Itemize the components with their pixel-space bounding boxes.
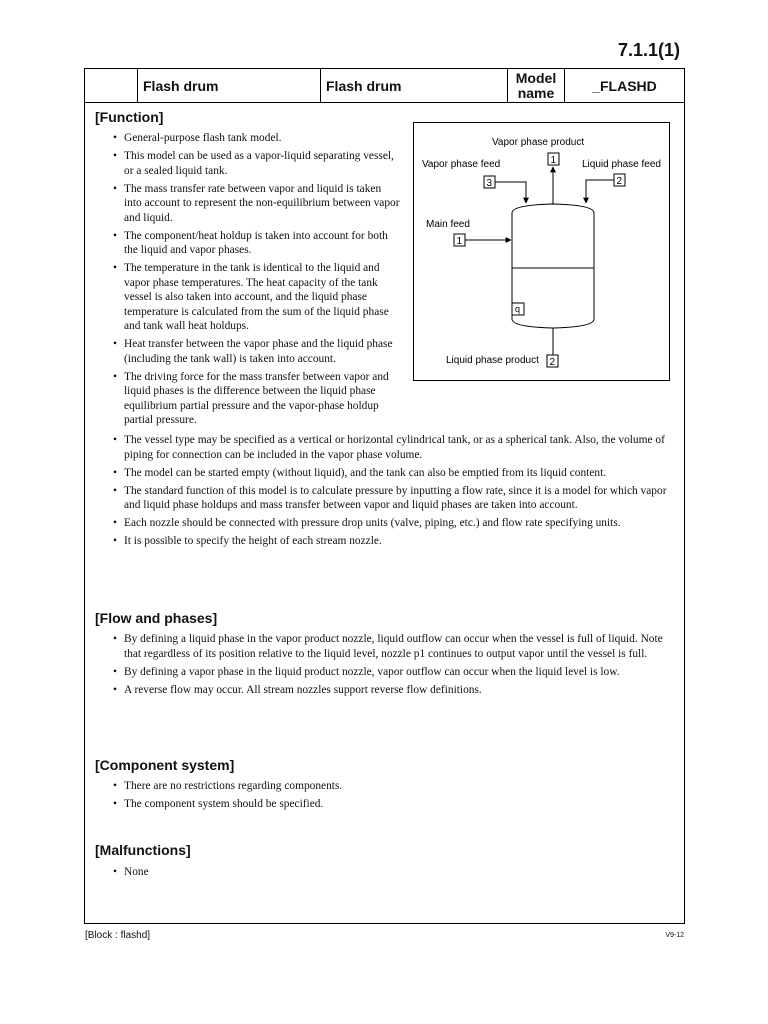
list-item: • The component system should be specified. (96, 797, 676, 812)
liquid-feed-label: Liquid phase feed (582, 159, 661, 170)
function-title: [Function] (95, 109, 164, 125)
list-item: • By defining a liquid phase in the vapor product nozzle, liquid outflow can occur when the vessel is full of liquid. Note that regardless of its position relative to the liquid level, nozzle p1 continues to output vapor until the vessel is full. (96, 632, 676, 661)
list-item: • By defining a vapor phase in the liquid product nozzle, vapor outflow can occur when the liquid level is low. (96, 665, 676, 680)
malfunctions-list (96, 865, 676, 883)
flash-drum-svg (414, 123, 669, 380)
liquid-product-label: Liquid phase product (446, 355, 539, 366)
header-table (84, 68, 685, 103)
malfunctions-title: [Malfunctions] (95, 842, 191, 858)
liquid-feed-id: 2 (616, 176, 623, 187)
main-feed-label: Main feed (426, 219, 470, 230)
list-item: • The driving force for the mass transfer between vapor and liquid phases is the difference between the liquid phase equilibrium partial pressure and the vapor-phase holdup partial pressure. (96, 370, 400, 428)
component-title: [Component system] (95, 757, 235, 773)
list-item: • None (96, 865, 676, 880)
list-item: • The component/heat holdup is taken into account for both the liquid and vapor phases. (96, 229, 400, 258)
function-list-wide (96, 433, 676, 552)
list-item: • Each nozzle should be connected with pressure drop units (valve, piping, etc.) and flow rate specifying units. (96, 516, 676, 531)
heat-label: q (515, 304, 521, 314)
list-item: • Heat transfer between the vapor phase and the liquid phase (including the tank wall) is taken into account. (96, 337, 400, 366)
list-item: • The vessel type may be specified as a vertical or horizontal cylindrical tank, or as a spherical tank. Also, the volume of piping for connection can be included in the vapor phase volume. (96, 433, 676, 462)
list-item: • There are no restrictions regarding components. (96, 779, 676, 794)
flow-list (96, 632, 676, 701)
header-name-primary: Flash drum (143, 77, 219, 94)
flash-drum-diagram (413, 122, 670, 381)
component-list (96, 779, 676, 815)
footer-page-number: V9-12 (665, 932, 684, 939)
flow-title: [Flow and phases] (95, 610, 218, 626)
model-name-label: Model name (515, 69, 557, 101)
list-item: • General-purpose flash tank model. (96, 131, 400, 146)
list-item: • The temperature in the tank is identical to the liquid and vapor phase temperatures. The heat capacity of the tank vessel is also taken into account, and the liquid phase temperature is calculated from the sum of the liquid phase and tank wall heat holdups. (96, 261, 400, 334)
list-item: • The standard function of this model is to calculate pressure by inputting a flow rate, since it is a model for which vapor and liquid phase holdups and mass transfer between vapor and liquid phases are taken into account. (96, 484, 676, 513)
list-item: • This model can be used as a vapor-liquid separating vessel, or a sealed liquid tank. (96, 149, 400, 178)
list-item: • The mass transfer rate between vapor and liquid is taken into account to represent the non-equilibrium between vapor and liquid. (96, 182, 400, 226)
vapor-feed-id: 3 (486, 178, 493, 189)
header-divider (320, 69, 321, 102)
vapor-product-label: Vapor phase product (492, 137, 585, 148)
header-divider (137, 69, 138, 102)
section-number: 7.1.1(1) (617, 40, 680, 60)
liquid-product-id: 2 (549, 357, 556, 368)
list-item: • It is possible to specify the height of each stream nozzle. (96, 534, 676, 549)
vapor-product-id: 1 (550, 155, 557, 166)
main-feed-id: 1 (456, 236, 463, 247)
list-item: • A reverse flow may occur. All stream nozzles support reverse flow definitions. (96, 683, 676, 698)
footer-block-label: [Block : flashd] (85, 930, 151, 941)
function-list-narrow (96, 131, 400, 431)
header-name-secondary: Flash drum (326, 77, 402, 94)
liquid-feed-arrow (586, 180, 614, 203)
list-item: • The model can be started empty (without liquid), and the tank can also be emptied from its liquid content. (96, 466, 676, 481)
vapor-feed-label: Vapor phase feed (422, 159, 501, 170)
vapor-feed-arrow (495, 182, 526, 203)
model-name-value: _FLASHD (592, 77, 657, 94)
